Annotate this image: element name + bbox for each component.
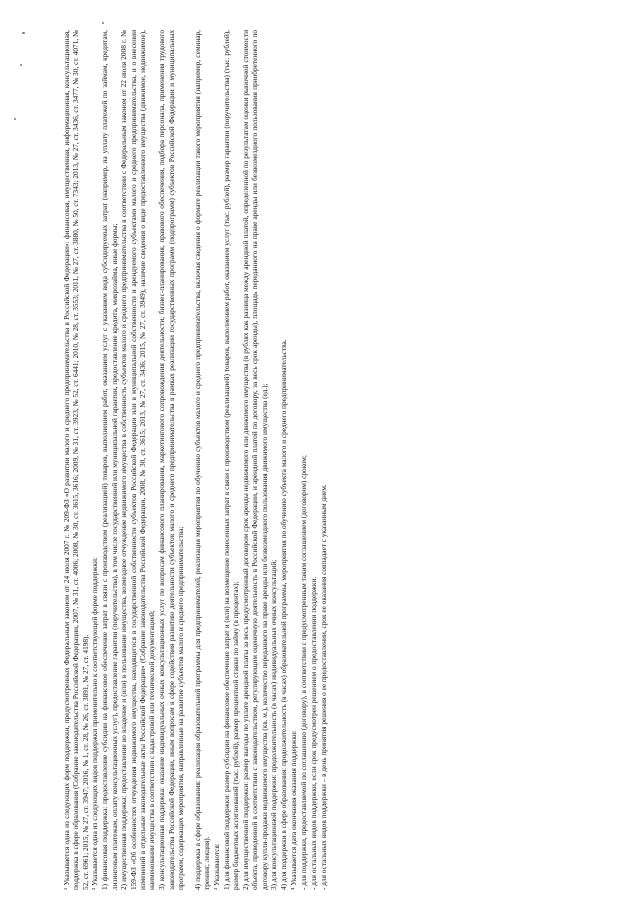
footnote-2-item: 4) поддержка в сфере образования: реализация образовательной программы для предпринимателей, реализация мероприятия по обучению субъектов малого и среднего предпринимательства, включая сведения о формате реализации такого мероприятия (например, семинар, тренинг, лекция). [192,30,212,890]
footnote-3-item: 2) для имущественной поддержки: размер выгоды по уплате арендной платы за весь предусмотренный договором срок аренды недвижимого или движимого имущества (в рублях как разница между арендной платой, определенной по результатам оценки рыночной стоимости объекта, проведенной в соответствии с законодательством, регулирующим оценочную деятельность в Российской Федерации, и арендной платой по договору, за весь срок аренды), площадь переданного на праве аренды или безвозмездного пользования приобретенного по договору купли-продажи недвижимого имущества (кв. м.), количество переданного на праве аренды или безвозмездного пользования движимого имущества (ед.); [240,30,269,890]
footnote-1: ¹ Указывается одна из следующих форм поддержки, предусмотренных Федеральным законом от 24 июля 2007 г. № 209-ФЗ «О развитии малого и среднего предпринимательства в Российской Федерации»: финансовая, имущественная, информационная, консультационная, поддержка в сфере образования (Собрание законодательства Российской Федерации, 2007, № 31, ст. 4006; 2008, № 30, ст. 3615, 3616; 2009, № 31, ст. 3923, № 52, ст. 6441; 2010, № 28, ст. 3553; 2011, № 27, ст. 3880, № 50, ст. 7343; 2013, № 27, ст. 3436, ст. 3477, № 30, ст. 4071, № 52, ст. 6961; 2015, № 27, ст. 3947; 2016, № 1, ст. 28, № 26, ст. 3891, № 27, ст. 4198). [62,30,90,890]
scan-speck [102,22,104,24]
footnote-2-item: 3) консультационная поддержка: оказание индивидуальных очных консультационных услуг по вопросам финансового планирования, маркетингового сопровождения деятельности, бизнес-планирования, правового обеспечения, подбора персонала, применения трудового законодательства Российской Федерации, иным вопросам в сфере содействия развитию деятельности субъектов малого и среднего предпринимательства в рамках реализации государственных программ (подпрограмм) субъектов Российской Федерации и муниципальных программ, содержащих мероприятия, направленные на развитие субъектов малого и среднего предпринимательства; [157,30,185,890]
scan-speck [20,64,22,66]
rotated-footnotes-block [62,30,380,890]
footnote-3-item: 1) для финансовой поддержки: размер субсидии на финансовое обеспечение затрат и (или) на возмещение понесенных затрат в связи с производством (реализацией) товаров, выполнением работ, оказанием услуг (тыс. рублей), размер гарантии (поручительства) (тыс. рублей), размер бюджетных ассигнований (тыс. рублей), размер процентной ставки по займу (в процентах); [221,30,241,890]
scan-speck [22,32,25,34]
footnote-4-item: - для остальных видов поддержки – в день принятия решения о ее предоставлении, срок ее оказания совпадает с указанным днем. [318,484,328,890]
footnote-2-intro: ² Указывается одна из следующих видов поддержки применительно к соответствующей форме поддержки: [90,557,100,890]
footnote-3-intro: ³ Указываются: [211,843,221,890]
footnote-2-item: 1) финансовая поддержка: предоставление субсидии на финансовое обеспечение затрат в связи с производством (реализацией) товаров, выполнением работ, оказанием услуг с указанием вида субсидируемых затрат (например, на уплату платежей по займам, кредитам, лизинговым платежам, оплату консультационных услуг), предоставление гарантии (поручительства), в том числе государственной или муниципальной гарантии, предоставление кредита, микрозайма, иные формы; [100,30,119,890]
footnote-4-item: - для поддержки, предоставляемой по соглашению (договору), в соответствии с предусмотренным таким соглашением (договором) сроком; [298,455,308,890]
scan-speck [14,118,16,120]
footnote-4-item: - для остальных видов поддержки, если срок предусмотрен решением о предоставлении поддержки. [308,576,318,890]
footnote-2-item: 2) имущественная поддержка: предоставление во владение и (или) в пользование имущества, возмездное отчуждение недвижимого имущества в собственность субъектов малого и среднего предпринимательства в соответствии с Федеральным законом от 22 июля 2008 г. № 159-ФЗ «Об особенностях отчуждения недвижимого имущества, находящегося в государственной собственности субъектов Российской Федерации или в муниципальной собственности и арендуемого субъектами малого и среднего предпринимательства, и о внесении изменений в отдельные законодательные акты Российской Федерации» (Собрание законодательства Российской Федерации, 2008, № 30, ст. 3615; 2013, № 27, ст. 3436; 2015, № 27, ст. 3949), наличие сведения о виде предоставленного имущества (движимое, недвижимое), наименовании имущества в соответствии с кадастровой или технической документацией; [119,30,157,890]
footnote-4-intro: ⁴ Указывается дата окончания оказания поддержки: [289,730,299,890]
footnote-3-item: 4) для поддержки в сфере образования: продолжительность (в часах) образовательной программы, мероприятия по обучению субъекта малого и среднего предпринимательства. [279,339,289,890]
footnote-3-item: 3) для консультационной поддержки: продолжительность (в часах) индивидуальных очных консультаций; [269,559,279,890]
